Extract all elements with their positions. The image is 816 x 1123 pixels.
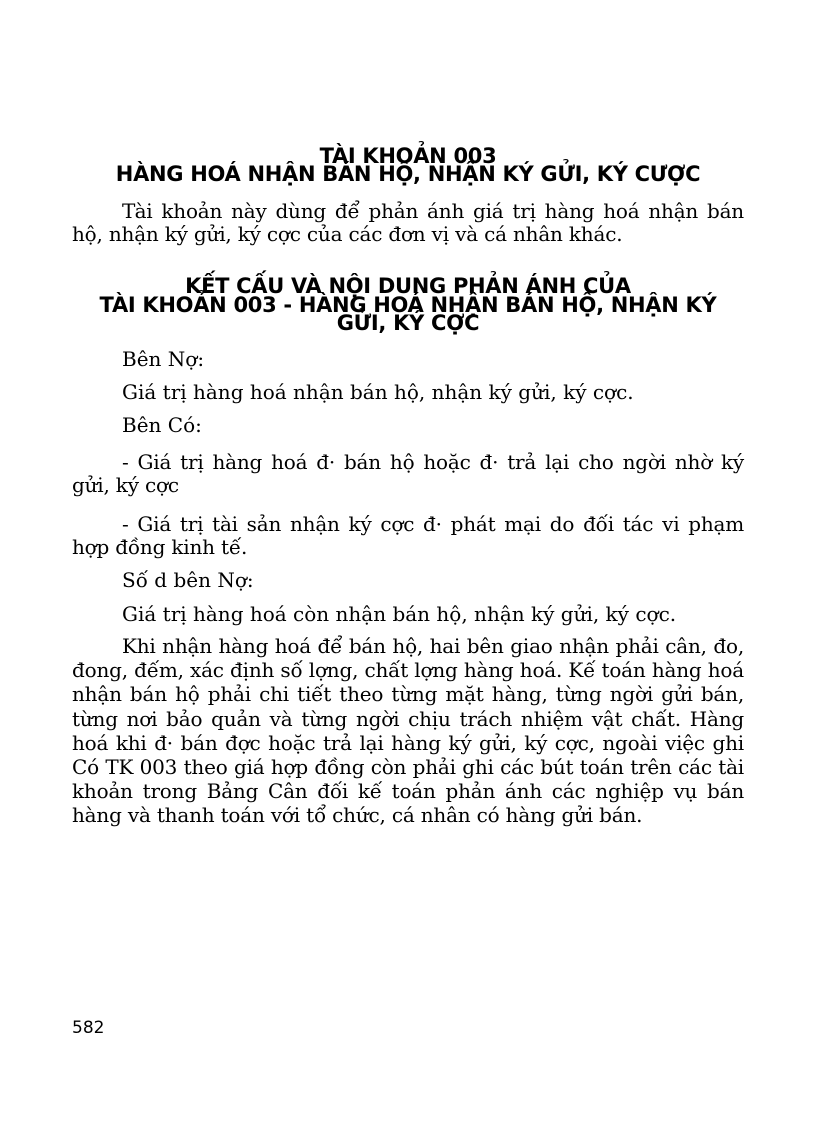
closing-paragraph: Khi nhận hàng hoá để bán hộ, hai bên giao nhận phải cân, đo, đong, đếm, xác định số lợng, chất lợng hàng hoá. Kế toán hàng hoá nhận bán hộ phải chi tiết theo từng mặt hàng, từng ngời gửi bán, từng nơi bảo quản và từng ngời chịu trách nhiệm vật chất. Hàng hoá khi đ· bán đợc hoặc trả lại hàng ký gửi, ký cợc, ngoài việc ghi Có TK 003 theo giá hợp đồng còn phải ghi các bút toán trên các tài khoản trong Bảng Cân đối kế toán phản ánh các nghiệp vụ bán hàng và thanh toán với tổ chức, cá nhân có hàng gửi bán. <box>72 634 744 828</box>
credit-item-1: - Giá trị hàng hoá đ· bán hộ hoặc đ· trả lại cho ngời nhờ ký gửi, ký cợc <box>72 450 744 497</box>
account-title: TÀI KHOẢN 003 <box>319 144 497 168</box>
structure-heading-line3: GỬI, KÝ CỢC <box>336 311 480 335</box>
intro-paragraph: Tài khoản này dùng để phản ánh giá trị hàng hoá nhận bán hộ, nhận ký gửi, ký cợc của các đơn vị và cá nhân khác. <box>72 199 744 246</box>
credit-item-2: - Giá trị tài sản nhận ký cợc đ· phát mại do đối tác vi phạm hợp đồng kinh tế. <box>72 512 744 559</box>
account-subtitle: HÀNG HOÁ NHẬN BÁN HỘ, NHẬN KÝ GỬI, KÝ CƯỢC <box>115 162 701 186</box>
balance-text: Giá trị hàng hoá còn nhận bán hộ, nhận ký gửi, ký cợc. <box>122 602 677 626</box>
page-number: 582 <box>72 1018 105 1038</box>
credit-label: Bên Có: <box>122 413 202 437</box>
structure-heading-line2: TÀI KHOẢN 003 - HÀNG HOÁ NHẬN BÁN HỘ, NHẬN KÝ <box>99 293 717 317</box>
balance-label: Số d bên Nợ: <box>122 568 254 592</box>
debit-text: Giá trị hàng hoá nhận bán hộ, nhận ký gửi, ký cợc. <box>122 380 634 404</box>
structure-heading-line1: KẾT CẤU VÀ NỘI DUNG PHẢN ÁNH CỦA <box>185 274 631 298</box>
debit-label: Bên Nợ: <box>122 347 205 371</box>
